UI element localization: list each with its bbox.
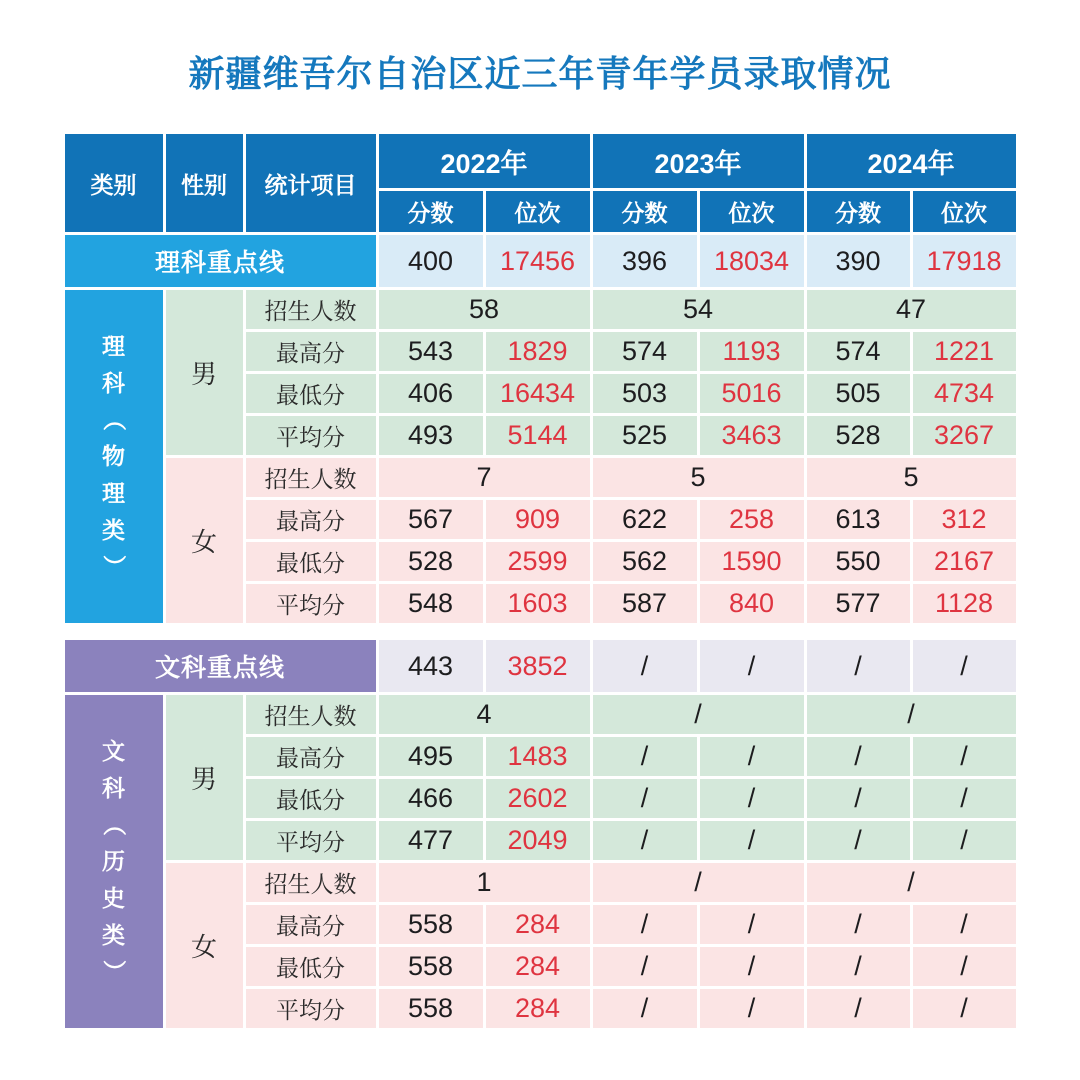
score-cell: 505	[807, 374, 910, 413]
score-cell: /	[593, 905, 697, 944]
header-year-2024: 2024年	[807, 134, 1016, 188]
score-cell: 548	[379, 584, 483, 623]
science-category-label: 理 科 （ 物 理 类 ）	[65, 290, 163, 623]
science-table	[62, 131, 1019, 626]
rank-cell: 312	[913, 500, 1016, 539]
score-cell: /	[807, 905, 910, 944]
enrollment-cell: /	[593, 695, 804, 734]
enrollment-cell: 54	[593, 290, 804, 329]
stat-label-cell: 最低分	[246, 947, 376, 986]
stat-label-cell: 平均分	[246, 989, 376, 1028]
score-cell: 574	[807, 332, 910, 371]
stat-label-cell: 最低分	[246, 779, 376, 818]
table-row	[65, 458, 1016, 497]
score-cell: 567	[379, 500, 483, 539]
score-cell: /	[807, 779, 910, 818]
rank-cell: /	[913, 947, 1016, 986]
score-cell: /	[593, 821, 697, 860]
score-cell: 525	[593, 416, 697, 455]
rank-cell: /	[700, 779, 804, 818]
rank-cell: 284	[486, 905, 590, 944]
rank-cell: /	[913, 779, 1016, 818]
rank-cell: 284	[486, 989, 590, 1028]
score-cell: /	[593, 640, 697, 692]
header-rank-2023: 位次	[700, 191, 804, 232]
score-cell: 466	[379, 779, 483, 818]
stat-label-cell: 最高分	[246, 905, 376, 944]
stat-label-cell: 招生人数	[246, 695, 376, 734]
rank-cell: 17456	[486, 235, 590, 287]
science-cutoff-row	[65, 235, 1016, 287]
score-cell: 558	[379, 905, 483, 944]
rank-cell: 5144	[486, 416, 590, 455]
enrollment-cell: /	[807, 695, 1016, 734]
rank-cell: 2167	[913, 542, 1016, 581]
rank-cell: 18034	[700, 235, 804, 287]
enrollment-cell: 5	[807, 458, 1016, 497]
rank-cell: 1193	[700, 332, 804, 371]
page-title: 新疆维吾尔自治区近三年青年学员录取情况	[188, 53, 892, 94]
score-cell: 622	[593, 500, 697, 539]
enrollment-cell: 4	[379, 695, 590, 734]
score-cell: 550	[807, 542, 910, 581]
header-score-2023: 分数	[593, 191, 697, 232]
rank-cell: 1829	[486, 332, 590, 371]
rank-cell: /	[700, 947, 804, 986]
stat-label-cell: 最高分	[246, 500, 376, 539]
score-cell: 396	[593, 235, 697, 287]
table-row	[65, 863, 1016, 902]
score-cell: /	[807, 640, 910, 692]
score-cell: 577	[807, 584, 910, 623]
rank-cell: /	[913, 905, 1016, 944]
header-gender: 性别	[166, 134, 243, 232]
rank-cell: 4734	[913, 374, 1016, 413]
rank-cell: /	[913, 737, 1016, 776]
score-cell: 528	[807, 416, 910, 455]
header-year-2023: 2023年	[593, 134, 804, 188]
rank-cell: 284	[486, 947, 590, 986]
rank-cell: 2049	[486, 821, 590, 860]
score-cell: /	[807, 989, 910, 1028]
rank-cell: 3267	[913, 416, 1016, 455]
rank-cell: 2599	[486, 542, 590, 581]
stat-label-cell: 最高分	[246, 332, 376, 371]
enrollment-cell: 58	[379, 290, 590, 329]
rank-cell: 1128	[913, 584, 1016, 623]
liberal-category-label: 文 科 （ 历 史 类 ）	[65, 695, 163, 1028]
stat-label-cell: 平均分	[246, 584, 376, 623]
liberal-cutoff-row	[65, 640, 1016, 692]
enrollment-cell: /	[593, 863, 804, 902]
science-cutoff-label: 理科重点线	[65, 235, 376, 287]
rank-cell: /	[700, 905, 804, 944]
score-cell: /	[593, 989, 697, 1028]
score-cell: 406	[379, 374, 483, 413]
score-cell: 562	[593, 542, 697, 581]
rank-cell: 1221	[913, 332, 1016, 371]
score-cell: 558	[379, 947, 483, 986]
rank-cell: /	[913, 821, 1016, 860]
stat-label-cell: 招生人数	[246, 863, 376, 902]
table-row	[65, 695, 1016, 734]
score-cell: 558	[379, 989, 483, 1028]
score-cell: /	[807, 947, 910, 986]
rank-cell: 2602	[486, 779, 590, 818]
score-cell: 613	[807, 500, 910, 539]
enrollment-cell: /	[807, 863, 1016, 902]
header-category: 类别	[65, 134, 163, 232]
rank-cell: /	[700, 737, 804, 776]
liberal-cutoff-label: 文科重点线	[65, 640, 376, 692]
score-cell: 528	[379, 542, 483, 581]
score-cell: 477	[379, 821, 483, 860]
score-cell: /	[807, 821, 910, 860]
header-rank-2022: 位次	[486, 191, 590, 232]
rank-cell: 1483	[486, 737, 590, 776]
enrollment-cell: 5	[593, 458, 804, 497]
header-year-2022: 2022年	[379, 134, 590, 188]
rank-cell: /	[700, 640, 804, 692]
score-cell: 400	[379, 235, 483, 287]
header-rank-2024: 位次	[913, 191, 1016, 232]
rank-cell: 1590	[700, 542, 804, 581]
score-cell: 493	[379, 416, 483, 455]
rank-cell: /	[913, 989, 1016, 1028]
score-cell: /	[593, 947, 697, 986]
rank-cell: 258	[700, 500, 804, 539]
header-score-2024: 分数	[807, 191, 910, 232]
score-cell: 587	[593, 584, 697, 623]
rank-cell: /	[700, 989, 804, 1028]
rank-cell: 3463	[700, 416, 804, 455]
score-cell: 443	[379, 640, 483, 692]
rank-cell: 909	[486, 500, 590, 539]
rank-cell: /	[913, 640, 1016, 692]
score-cell: /	[593, 779, 697, 818]
score-cell: /	[807, 737, 910, 776]
header-row-years	[65, 134, 1016, 188]
enrollment-cell: 47	[807, 290, 1016, 329]
score-cell: 390	[807, 235, 910, 287]
score-cell: /	[593, 737, 697, 776]
header-score-2022: 分数	[379, 191, 483, 232]
tables-container	[62, 131, 1019, 1031]
score-cell: 503	[593, 374, 697, 413]
rank-cell: 5016	[700, 374, 804, 413]
stat-label-cell: 招生人数	[246, 458, 376, 497]
liberal-arts-table	[62, 637, 1019, 1031]
female-gender-cell: 女	[166, 863, 243, 1028]
stat-label-cell: 招生人数	[246, 290, 376, 329]
table-row	[65, 290, 1016, 329]
rank-cell: 1603	[486, 584, 590, 623]
stat-label-cell: 最高分	[246, 737, 376, 776]
stat-label-cell: 平均分	[246, 416, 376, 455]
score-cell: 543	[379, 332, 483, 371]
score-cell: 574	[593, 332, 697, 371]
rank-cell: 840	[700, 584, 804, 623]
male-gender-cell: 男	[166, 695, 243, 860]
rank-cell: 16434	[486, 374, 590, 413]
male-gender-cell: 男	[166, 290, 243, 455]
stat-label-cell: 平均分	[246, 821, 376, 860]
header-stat-item: 统计项目	[246, 134, 376, 232]
rank-cell: 3852	[486, 640, 590, 692]
stat-label-cell: 最低分	[246, 542, 376, 581]
female-gender-cell: 女	[166, 458, 243, 623]
enrollment-cell: 1	[379, 863, 590, 902]
score-cell: 495	[379, 737, 483, 776]
stat-label-cell: 最低分	[246, 374, 376, 413]
rank-cell: /	[700, 821, 804, 860]
enrollment-cell: 7	[379, 458, 590, 497]
rank-cell: 17918	[913, 235, 1016, 287]
